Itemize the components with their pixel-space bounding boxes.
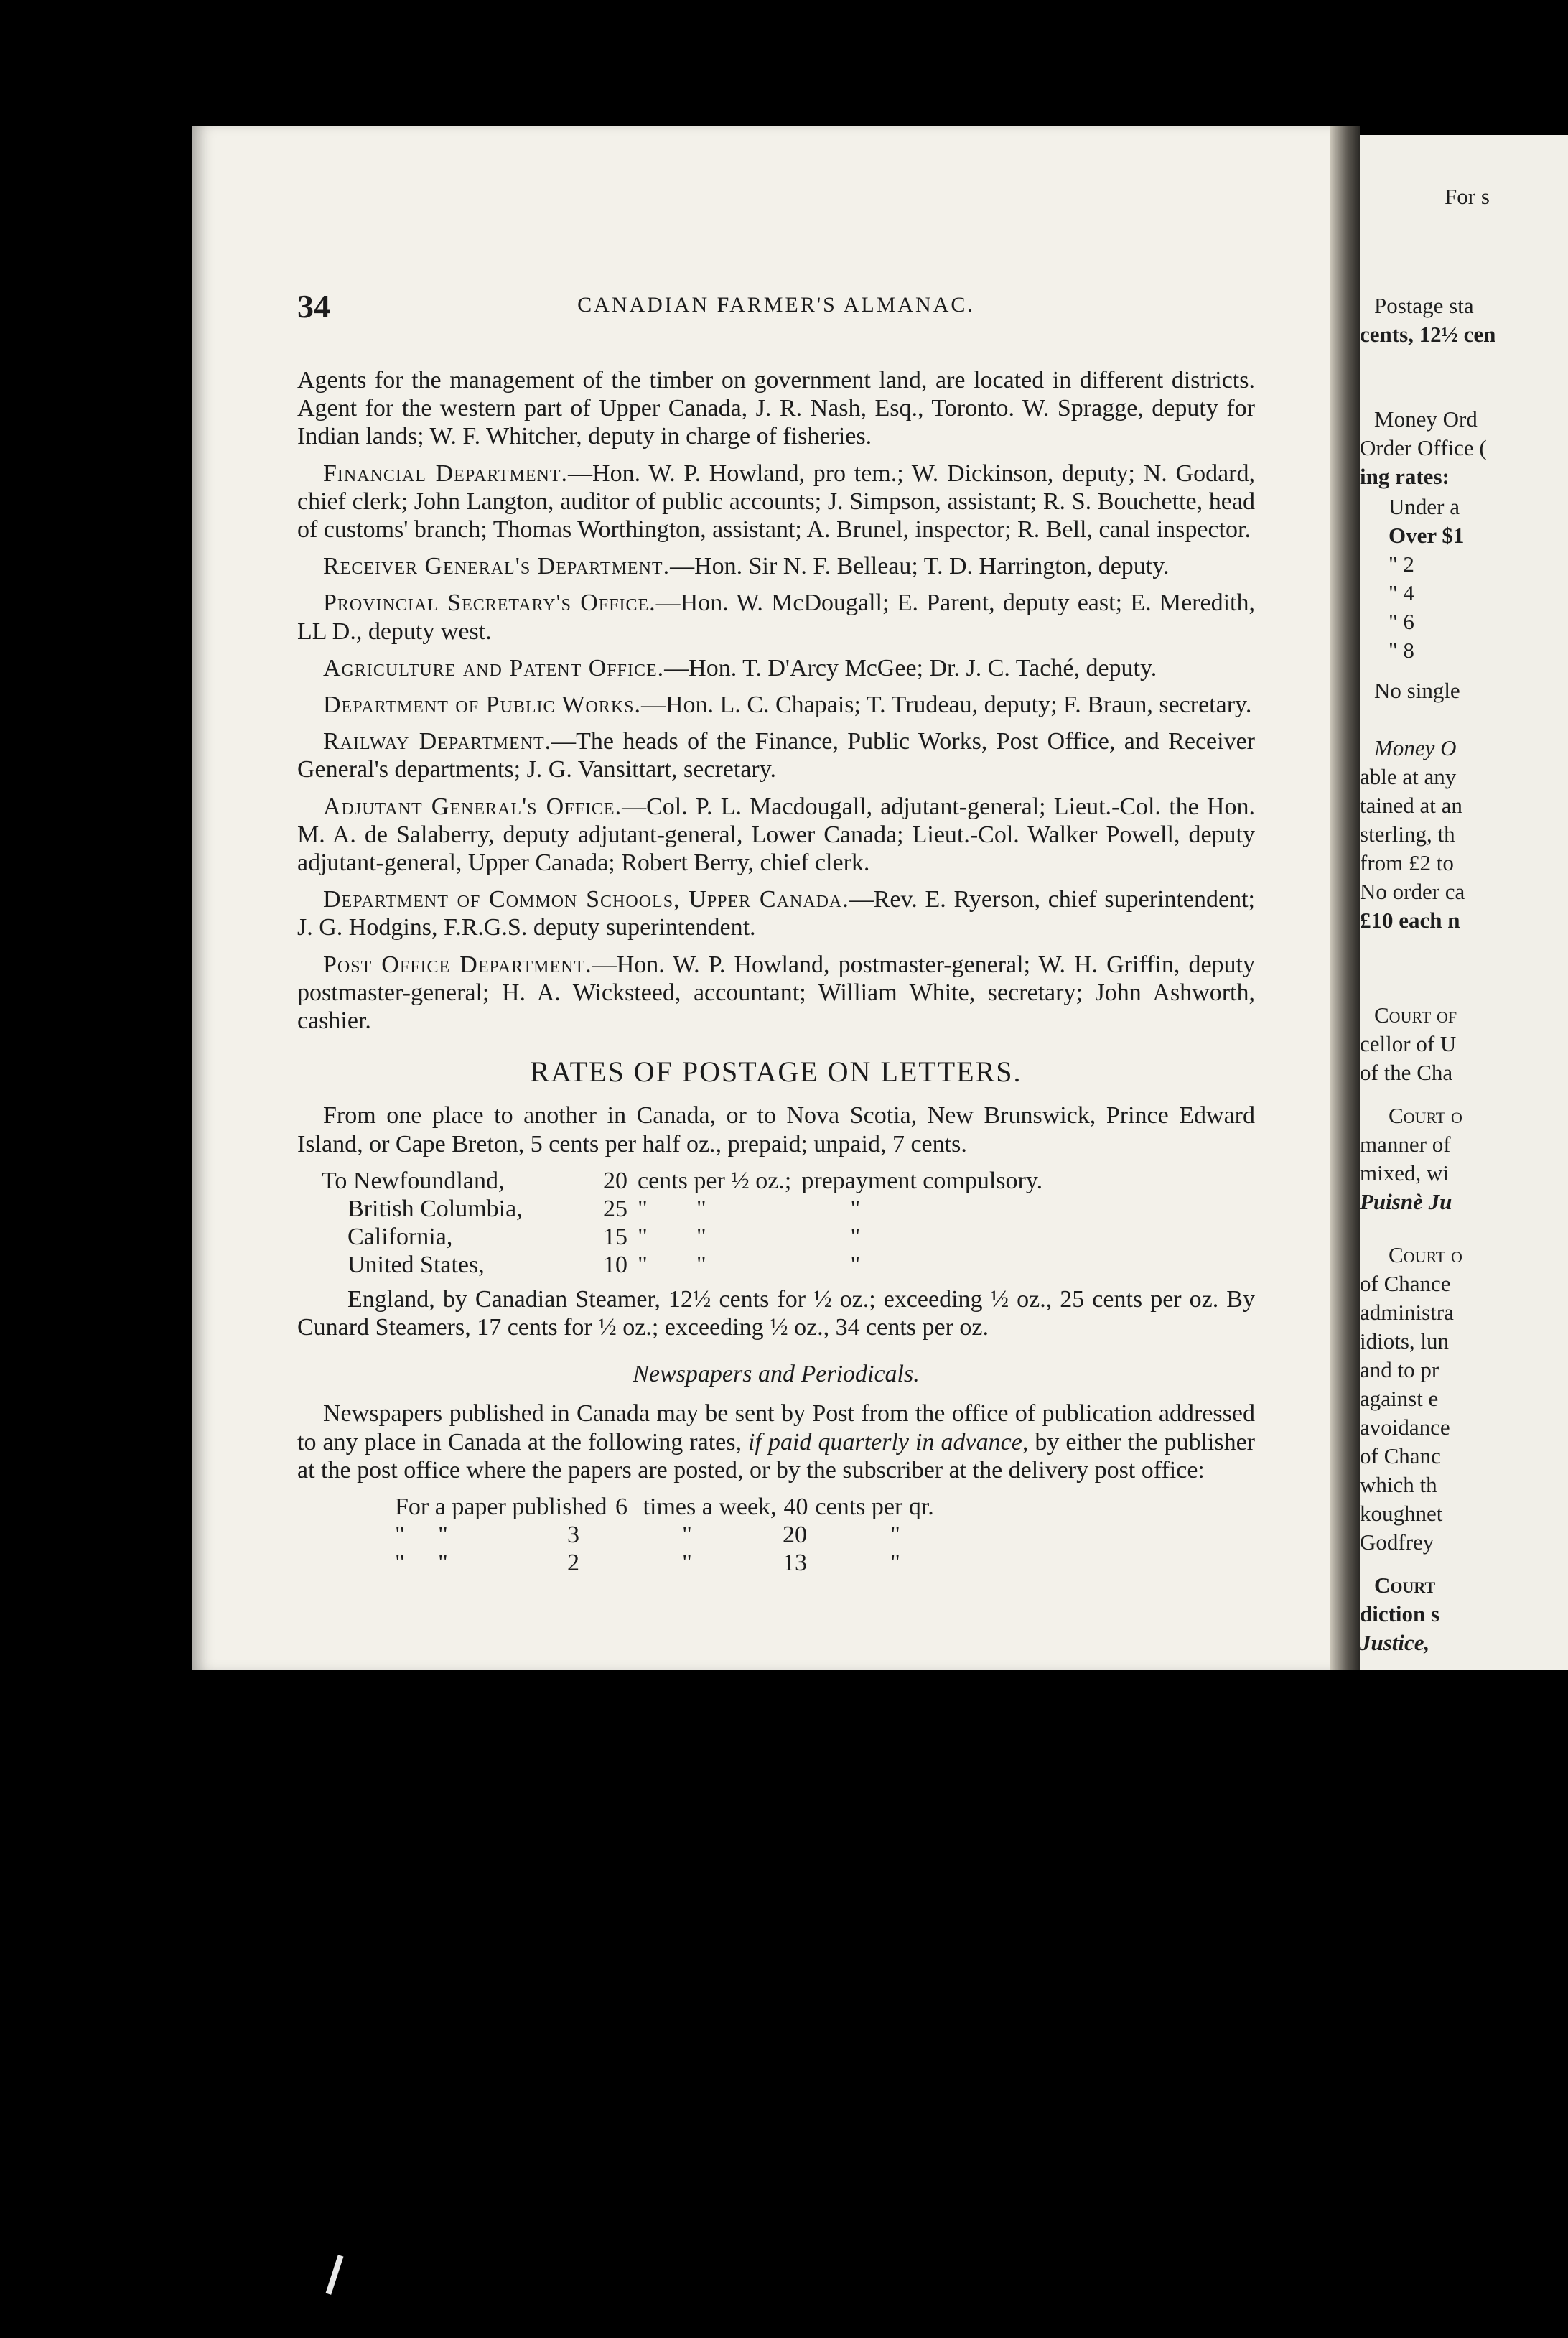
right-text-line: administra: [1360, 1300, 1454, 1325]
right-text-line: koughnet: [1360, 1501, 1443, 1526]
department-entry: [297, 654, 1255, 682]
department-name: Provincial Secretary's Office.: [323, 590, 656, 617]
newspapers-intro-text: by either the publisher at the post office where the papers are posted, or by the subscriber at the delivery post office:: [297, 1428, 1255, 1484]
right-text-line: Court o: [1389, 1242, 1462, 1267]
rate-ditto: [801, 1251, 1053, 1279]
table-row: [395, 1549, 900, 1577]
department-text: —Col. P. L. Macdougall, adjutant-general; Lieut.-Col. the Hon. M. A. de Salaberry, deputy adjutant-general, Lower Canada; Lieut.-Col. Walker Powell, deputy adjutant-general, Upper Canada; Robert Berry, chief clerk.: [297, 793, 1255, 877]
department-entry: [297, 951, 1255, 1035]
paper-cell: 2: [567, 1550, 579, 1577]
right-text-line: and to pr: [1360, 1357, 1439, 1382]
department-text: —Hon. T. D'Arcy McGee; Dr. J. C. Taché, deputy.: [664, 654, 1157, 681]
right-text-line: Postage sta: [1374, 293, 1474, 318]
right-text-line: Justice,: [1360, 1630, 1430, 1655]
table-row: [322, 1223, 1053, 1251]
paper-cell: ": [438, 1550, 448, 1577]
ditto-mark: ": [850, 1252, 861, 1279]
table-row: [322, 1251, 1053, 1279]
running-title: CANADIAN FARMER'S ALMANAC.: [577, 293, 975, 317]
department-entry: [297, 589, 1255, 645]
newspaper-rates-table: [395, 1493, 934, 1521]
department-entry: [297, 727, 1255, 783]
department-name: Agriculture and Patent Office.: [323, 654, 665, 681]
department-name: Financial Department.: [323, 460, 569, 487]
right-text-line: able at any: [1360, 764, 1457, 789]
newspapers-intro: [297, 1399, 1255, 1484]
right-text-line: Order Office (: [1360, 435, 1487, 460]
right-text-line: Over $1: [1389, 523, 1465, 548]
ditto-mark: ": [696, 1224, 706, 1251]
department-name: Railway Department.: [323, 728, 552, 755]
page-number: 34: [297, 288, 330, 325]
right-text-line: Puisnè Ju: [1360, 1189, 1452, 1214]
rate-value: 10: [603, 1252, 627, 1279]
paper-cell: ": [395, 1522, 405, 1549]
department-name: Department of Common Schools, Upper Canada.: [323, 886, 849, 913]
ditto-mark: ": [638, 1224, 648, 1251]
right-text-line: of Chance: [1360, 1271, 1451, 1296]
right-text-line: £10 each n: [1360, 908, 1460, 933]
right-text-line: For s: [1445, 184, 1490, 209]
rate-ditto: [638, 1251, 801, 1279]
department-text: —Hon. L. C. Chapais; T. Trudeau, deputy; F. Braun, secretary.: [641, 691, 1252, 719]
postage-intro: From one place to another in Canada, or to Nova Scotia, New Brunswick, Prince Edward Island, or Cape Breton, 5 cents per half oz., prepaid; unpaid, 7 cents.: [297, 1102, 1255, 1158]
newspapers-section-title: Newspapers and Periodicals.: [633, 1361, 920, 1388]
right-text-line: from £2 to: [1360, 850, 1454, 875]
right-text-line: idiots, lun: [1360, 1328, 1450, 1354]
right-text-line: Godfrey: [1360, 1529, 1434, 1555]
ditto-mark: ": [638, 1196, 648, 1223]
newspapers-intro-emphasis: if paid quarterly in advance,: [748, 1428, 1029, 1456]
right-text-line: ing rates:: [1360, 464, 1450, 489]
right-text-line: " 6: [1389, 609, 1414, 634]
ditto-mark: ": [696, 1252, 706, 1279]
paper-cell: ": [682, 1550, 692, 1577]
postage-rates-table: [322, 1167, 1053, 1280]
department-name: Post Office Department.: [323, 951, 592, 978]
right-text-line: Court: [1374, 1573, 1436, 1598]
table-row: [322, 1195, 1053, 1223]
paper-cell: ": [438, 1522, 448, 1549]
ditto-mark: ": [638, 1252, 648, 1279]
paper-cell: 40: [783, 1493, 808, 1520]
newspaper-rates-table: [395, 1521, 900, 1577]
right-text-line: of Chanc: [1360, 1443, 1441, 1468]
newspapers-intro-text: Newspapers published in Canada may be sent by Post from the office of publication addressed to any place in Canada at the following rates,: [297, 1400, 1255, 1456]
right-text-line: avoidance: [1360, 1415, 1450, 1440]
right-text-line: Court o: [1389, 1103, 1462, 1128]
rate-value: 20: [603, 1167, 627, 1194]
department-text: —Hon. W. P. Howland, postmaster-general; W. H. Griffin, deputy postmaster-general; H. A. Wicksteed, accountant; William White, secretary; John Ashworth, cashier.: [297, 951, 1255, 1035]
rate-ditto: [638, 1195, 801, 1223]
book-gutter: [1330, 126, 1360, 1670]
rate-destination: To Newfoundland,: [322, 1167, 505, 1194]
department-text: —The heads of the Finance, Public Works, Post Office, and Receiver General's departments; J. G. Vansittart, secretary.: [297, 728, 1255, 783]
rate-destination: California,: [347, 1224, 453, 1251]
paper-cell: ": [890, 1522, 900, 1549]
paper-cell: ": [890, 1550, 900, 1577]
right-text-line: sterling, th: [1360, 821, 1455, 847]
paper-cell: ": [395, 1550, 405, 1577]
department-entry: [297, 460, 1255, 544]
paper-cell: ": [682, 1522, 692, 1549]
department-name: Adjutant General's Office.: [323, 793, 622, 820]
department-text: —Hon. W. P. Howland, pro tem.; W. Dickinson, deputy; N. Godard, chief clerk; John Langton, auditor of public accounts; J. Simpson, assistant; R. S. Bouchette, head of customs' branch; Thomas Worthington, assistant; A. Brunel, inspector; R. Bell, canal inspector.: [297, 460, 1255, 544]
rate-ditto: [801, 1195, 1053, 1223]
paper-cell: 3: [567, 1522, 579, 1549]
page-header: [297, 287, 1255, 330]
ditto-mark: ": [850, 1196, 861, 1223]
department-text: —Rev. E. Ryerson, chief superintendent; J. G. Hodgins, F.R.G.S. deputy superintendent.: [297, 886, 1255, 941]
right-text-line: " 2: [1389, 551, 1414, 577]
right-text-line: which th: [1360, 1472, 1437, 1497]
right-text-line: " 8: [1389, 638, 1414, 663]
ditto-mark: ": [696, 1196, 706, 1223]
paper-cell: 13: [783, 1550, 807, 1577]
rate-destination: British Columbia,: [347, 1196, 523, 1223]
department-entry: [297, 793, 1255, 877]
department-text: —Hon. Sir N. F. Belleau; T. D. Harrington, deputy.: [670, 553, 1170, 580]
paper-cell: cents per qr.: [815, 1493, 934, 1520]
paper-cell: For a paper published: [395, 1493, 607, 1520]
paper-cell: times a week,: [643, 1493, 777, 1520]
rate-note: prepayment compulsory.: [801, 1167, 1043, 1194]
right-text-line: of the Cha: [1360, 1060, 1453, 1085]
rate-unit: cents per ½ oz.;: [638, 1167, 792, 1194]
right-text-line: Court of: [1374, 1002, 1457, 1028]
right-text-line: tained at an: [1360, 793, 1462, 818]
right-text-line: mixed, wi: [1360, 1160, 1449, 1186]
table-row: [395, 1521, 900, 1549]
department-entry: [297, 552, 1255, 580]
right-text-line: cents, 12½ cen: [1360, 322, 1496, 347]
rate-value: 25: [603, 1196, 627, 1223]
department-entry: [297, 691, 1255, 719]
right-text-line: Money Ord: [1374, 406, 1478, 432]
page-body: [297, 366, 1255, 1578]
right-text-line: manner of: [1360, 1132, 1451, 1157]
ditto-mark: ": [850, 1224, 861, 1251]
department-text: —Hon. W. McDougall; E. Parent, deputy east; E. Meredith, LL D., deputy west.: [297, 590, 1255, 645]
table-row: [395, 1493, 934, 1521]
rate-value: 15: [603, 1224, 627, 1251]
department-name: Department of Public Works.: [323, 691, 641, 719]
right-text-line: diction s: [1360, 1601, 1440, 1626]
right-text-line: No order ca: [1360, 879, 1465, 904]
postage-section-title: RATES OF POSTAGE ON LETTERS.: [530, 1056, 1022, 1089]
england-rates: England, by Canadian Steamer, 12½ cents for ½ oz.; exceeding ½ oz., 25 cents per oz. By Cunard Steamers, 17 cents for ½ oz.; exceeding ½ oz., 34 cents per oz.: [297, 1285, 1255, 1341]
paper-cell: 6: [615, 1493, 628, 1520]
right-text-line: Money O: [1374, 735, 1457, 760]
right-text-line: " 4: [1389, 580, 1414, 605]
right-text-line: against e: [1360, 1386, 1439, 1411]
right-text-line: cellor of U: [1360, 1031, 1457, 1056]
department-name: Receiver General's Department.: [323, 553, 671, 580]
department-entry: [297, 885, 1255, 941]
paper-cell: 20: [783, 1522, 807, 1549]
rate-ditto: [801, 1223, 1053, 1251]
rate-destination: United States,: [347, 1252, 485, 1279]
opening-paragraph: Agents for the management of the timber on government land, are located in different districts. Agent for the western part of Upper Canada, J. R. Nash, Esq., Toronto. W. Spragge, deputy for Indian lands; W. F. Whitcher, deputy in charge of fisheries.: [297, 367, 1255, 450]
right-page-fragment: [1360, 135, 1568, 1670]
scan-background: [0, 1670, 1568, 2338]
rate-ditto: [638, 1223, 801, 1251]
right-text-line: Under a: [1389, 494, 1460, 519]
right-text-line: No single: [1374, 678, 1460, 703]
table-row: [322, 1167, 1053, 1195]
